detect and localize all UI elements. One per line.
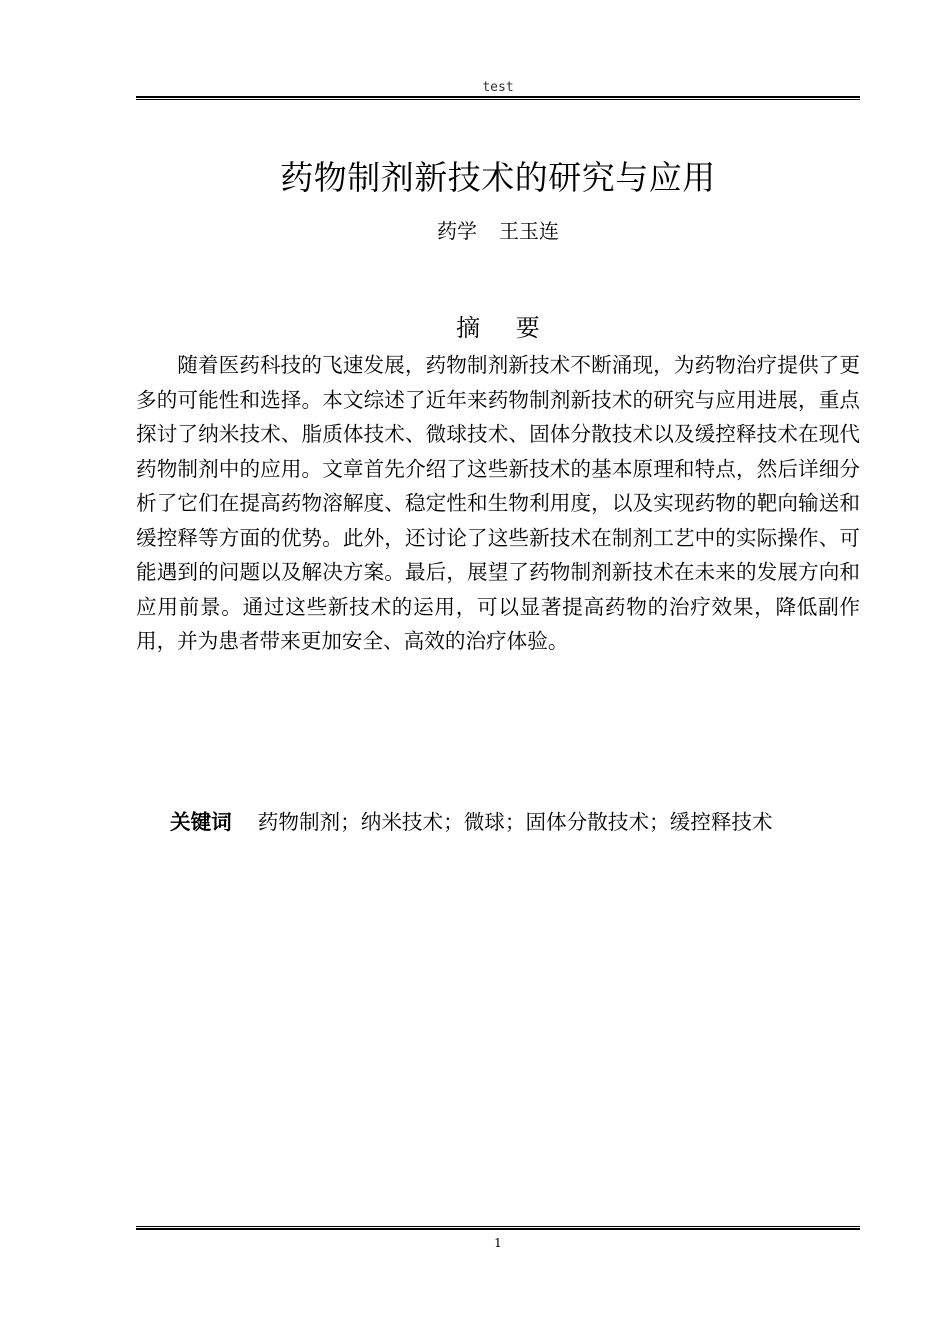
keywords-line: [170, 805, 860, 839]
abstract-heading: 摘 要: [456, 314, 554, 342]
keywords-value: 药物制剂；纳米技术；微球；固体分散技术；缓控释技术: [257, 810, 773, 834]
document-title: 药物制剂新技术的研究与应用: [280, 158, 716, 197]
author-line: [136, 215, 860, 244]
keywords-label: 关键词: [170, 810, 232, 834]
footer-rule: [136, 1226, 860, 1230]
author-department: 药学: [437, 219, 477, 243]
page-number: 1: [494, 1236, 502, 1250]
abstract-body: 随着医药科技的飞速发展，药物制剂新技术不断涌现，为药物治疗提供了更多的可能性和选择。本文综述了近年来药物制剂新技术的研究与应用进展，重点探讨了纳米技术、脂质体技术、微球技术、固体分散技术以及缓控释技术在现代药物制剂中的应用。文章首先介绍了这些新技术的基本原理和特点，然后详细分析了它们在提高药物溶解度、稳定性和生物利用度，以及实现药物的靶向输送和缓控释等方面的优势。此外，还讨论了这些新技术在制剂工艺中的实际操作、可能遇到的问题以及解决方案。最后，展望了药物制剂新技术在未来的发展方向和应用前景。通过这些新技术的运用，可以显著提高药物的治疗效果，降低副作用，并为患者带来更加安全、高效的治疗体验。: [136, 353, 860, 653]
author-name: 王玉连: [499, 219, 559, 243]
page-header-text: test: [482, 80, 514, 95]
header-rule: [136, 96, 860, 100]
